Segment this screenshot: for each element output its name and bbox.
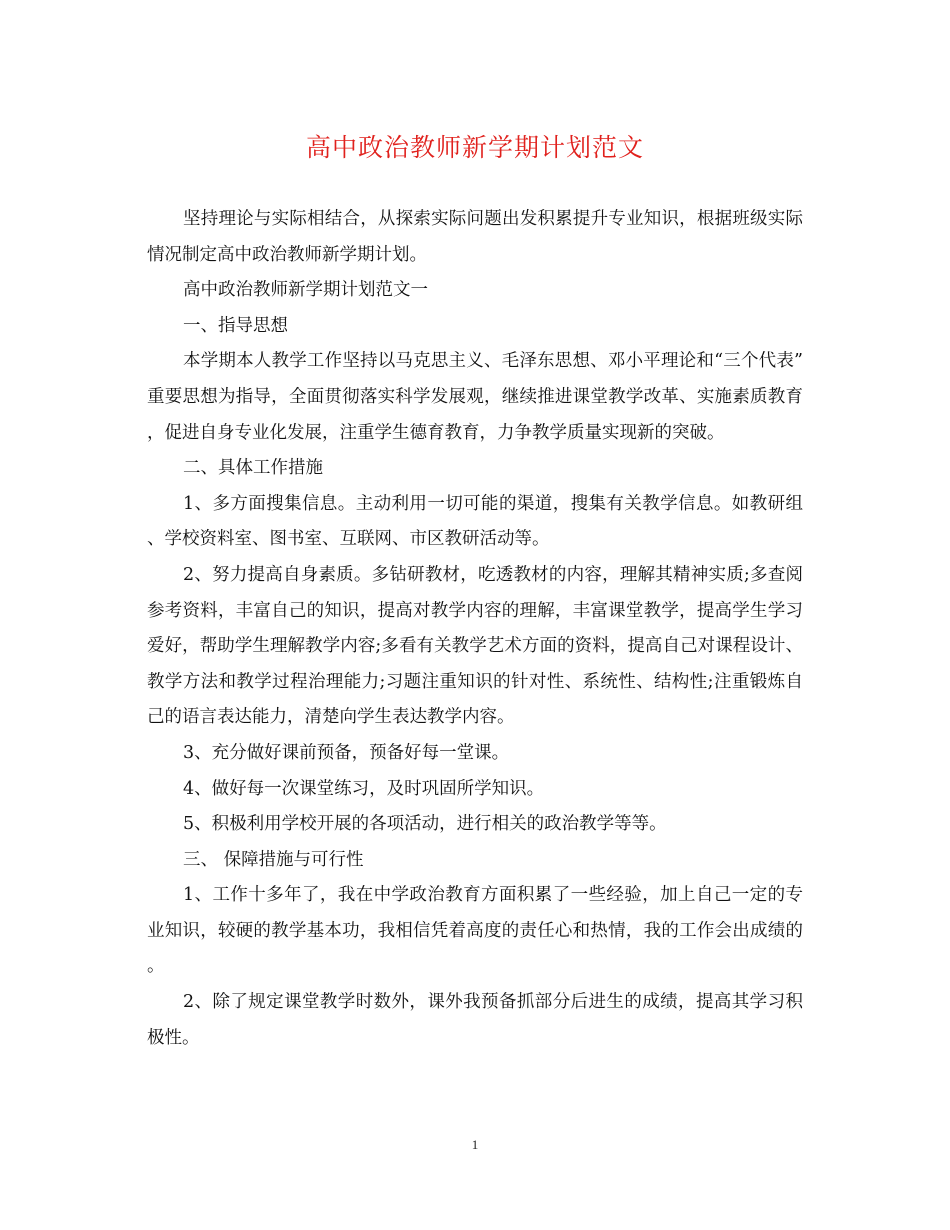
safeguard-item-2: 2、除了规定课堂教学时数外，课外我预备抓部分后进生的成绩，提高其学习积极性。 — [147, 992, 803, 1048]
measure-item-4: 4、做好每一次课堂练习，及时巩固所学知识。 — [183, 778, 545, 799]
paragraph-guiding-ideology: 本学期本人教学工作坚持以马克思主义、毛泽东思想、邓小平理论和“三个代表”重要思想为指导，全面贯彻落实科学发展观，继续推进课堂教学改革、实施素质教育，促进自身专业化发展，注重学生德育教育，力争教学质量实现新的突破。 — [147, 351, 803, 443]
document-title: 高中政治教师新学期计划范文 — [305, 133, 644, 162]
section-subtitle: 高中政治教师新学期计划范文一 — [183, 280, 428, 301]
measure-item-5: 5、积极利用学校开展的各项活动，进行相关的政治教学等等。 — [183, 814, 667, 835]
document-body — [147, 202, 803, 1056]
intro-paragraph: 坚持理论与实际相结合，从探索实际问题出发积累提升专业知识，根据班级实际情况制定高中政治教师新学期计划。 — [147, 209, 803, 265]
measure-item-2: 2、努力提高自身素质。多钻研教材，吃透教材的内容，理解其精神实质;多查阅参考资料，丰富自己的知识，提高对教学内容的理解，丰富课堂教学，提高学生学习爱好，帮助学生理解教学内容;多看有关教学艺术方面的资料，提高自己对课程设计、教学方法和教学过程治理能力;习题注重知识的针对性、系统性、结构性;注重锻炼自己的语言表达能力，清楚向学生表达教学内容。 — [147, 564, 803, 728]
page-number: 1 — [471, 1137, 479, 1152]
heading-work-measures: 二、具体工作措施 — [183, 458, 323, 479]
measure-item-3: 3、充分做好课前预备，预备好每一堂课。 — [183, 742, 510, 763]
measure-item-1: 1、多方面搜集信息。主动利用一切可能的渠道，搜集有关教学信息。如教研组、学校资料室、图书室、互联网、市区教研活动等。 — [147, 493, 803, 550]
heading-safeguards: 三、 保障措施与可行性 — [183, 849, 364, 870]
heading-guiding-ideology: 一、指导思想 — [183, 315, 288, 336]
safeguard-item-1: 1、工作十多年了，我在中学政治教育方面积累了一些经验，加上自己一定的专业知识，较硬的教学基本功，我相信凭着高度的责任心和热情，我的工作会出成绩的。 — [147, 885, 803, 977]
